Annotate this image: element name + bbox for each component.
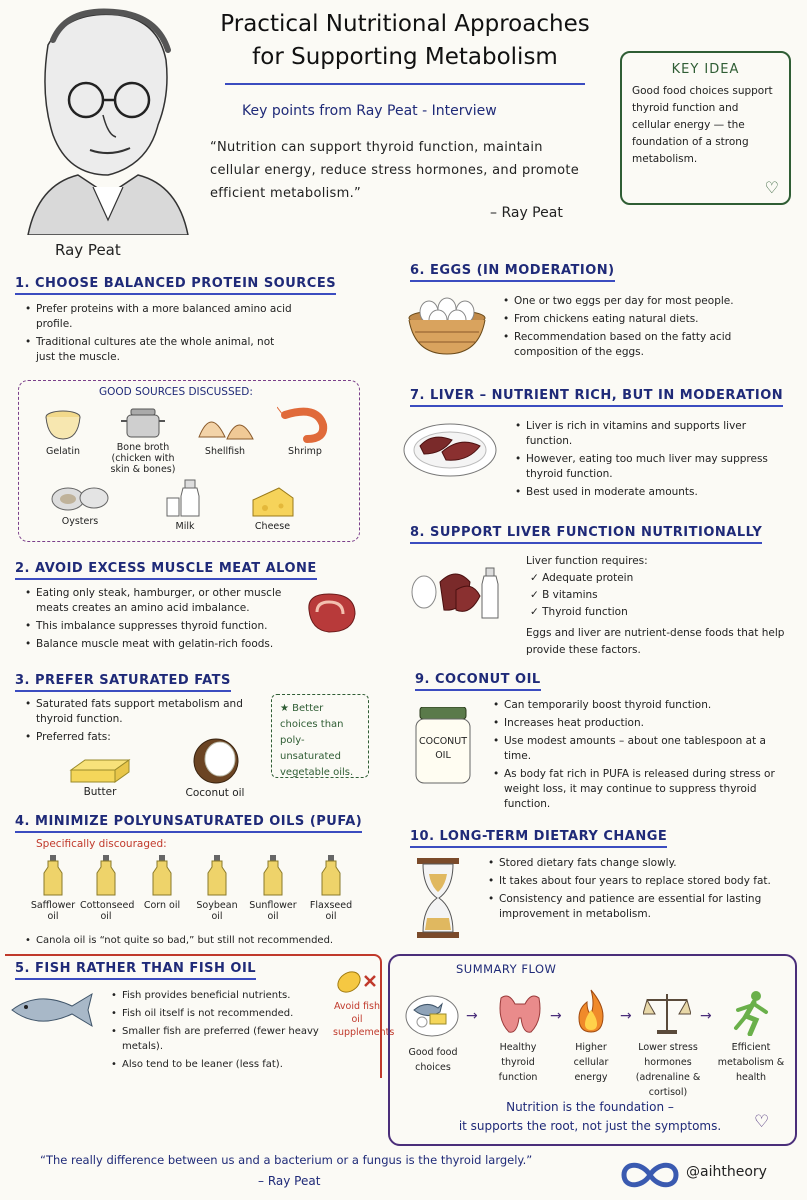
summary-conclusion xyxy=(420,1098,760,1136)
milk-item: Milk xyxy=(160,478,210,532)
section-2-title: 2. AVOID EXCESS MUSCLE MEAT ALONE xyxy=(15,561,317,576)
egg-basket-icon xyxy=(405,290,489,362)
bone-broth-item: Bone broth (chicken with skin & bones) xyxy=(108,405,178,475)
list-item: • Eating only steak, hamburger, or other muscle meats creates an amino acid imbalance. xyxy=(36,586,305,616)
butter-icon xyxy=(67,748,133,784)
list-item: • It takes about four years to replace stored body fat. xyxy=(499,874,780,889)
avoid-fish-oil-label: Avoid fish oil supplements xyxy=(333,1001,395,1038)
infinity-logo-icon xyxy=(618,1160,682,1194)
list-item: • Saturated fats support metabolism and thyroid function. xyxy=(36,697,262,727)
section-8-body xyxy=(526,553,786,659)
footer-quote-attribution: – Ray Peat xyxy=(258,1174,321,1188)
liver-requires-intro: Liver function requires: xyxy=(526,555,648,567)
oysters-item: Oysters xyxy=(45,483,115,527)
page-title xyxy=(190,8,620,74)
steak-icon xyxy=(303,590,359,640)
cheese-item: Cheese xyxy=(245,486,300,532)
section-5-bullets xyxy=(108,988,326,1075)
section-1-title: 1. CHOOSE BALANCED PROTEIN SOURCES xyxy=(15,276,336,291)
running-person-icon xyxy=(728,990,772,1040)
flame-icon xyxy=(573,988,609,1038)
key-idea-box xyxy=(620,51,791,205)
section-9-title: 9. COCONUT OIL xyxy=(415,672,541,687)
list-item: • Can temporarily boost thyroid function. xyxy=(504,698,790,713)
section-5-title: 5. FISH RATHER THAN FISH OIL xyxy=(15,961,256,976)
list-item: • From chickens eating natural diets. xyxy=(514,312,790,327)
list-item: • Preferred fats: xyxy=(36,730,262,745)
heart-icon: ♡ xyxy=(754,1112,770,1132)
milk-bottle-icon xyxy=(165,478,205,518)
check-item: ✓ B vitamins xyxy=(530,589,598,601)
oil-bottle-icon xyxy=(95,855,117,897)
flow-step-2-label: Healthy thyroid function xyxy=(498,1042,538,1083)
shrimp-icon xyxy=(277,405,333,443)
list-item: • Smaller fish are preferred (fewer heavy metals). xyxy=(122,1024,326,1054)
liver-requires-outro: Eggs and liver are nutrient-dense foods that help provide these factors. xyxy=(526,627,785,656)
list-item: • One or two eggs per day for most people. xyxy=(514,294,790,309)
fish-icon xyxy=(8,990,96,1034)
check-item: ✓ Thyroid function xyxy=(530,606,628,618)
oil-safflower: Safflower oil xyxy=(28,855,78,922)
better-choices-note xyxy=(271,694,369,778)
check-item: ✓ Adequate protein xyxy=(530,572,634,584)
section-10-bullets xyxy=(485,856,780,925)
section-3-title: 3. PREFER SATURATED FATS xyxy=(15,673,231,688)
list-item: • Fish oil itself is not recommended. xyxy=(122,1006,326,1021)
portrait-caption: Ray Peat xyxy=(55,241,121,259)
plate-food-icon xyxy=(404,990,460,1042)
section-7-bullets xyxy=(512,419,787,503)
header-quote: “Nutrition can support thyroid function, maintain cellular energy, reduce stress hormones, and promote efficient metabolism.” xyxy=(210,140,580,201)
oil-bottle-icon xyxy=(206,855,228,897)
flow-step-5-label: Efficient metabolism & health xyxy=(717,1042,785,1083)
section-2-bullets xyxy=(22,586,305,655)
oyster-icon xyxy=(50,483,110,513)
thyroid-icon xyxy=(495,990,545,1040)
oil-bottle-icon xyxy=(151,855,173,897)
list-item: • As body fat rich in PUFA is released during stress or weight loss, it may continue to suppress thyroid function. xyxy=(504,767,790,812)
list-item: • Recommendation based on the fatty acid composition of the eggs. xyxy=(514,330,790,360)
better-choices-text: Better choices than poly-unsaturated vegetable oils. xyxy=(280,703,354,778)
gelatin-bowl-icon xyxy=(43,405,83,443)
gelatin-item: Gelatin xyxy=(38,405,88,457)
star-icon: ★ xyxy=(280,703,293,714)
shellfish-icon xyxy=(195,407,257,443)
section-6-bullets xyxy=(500,294,790,363)
section-8-title: 8. SUPPORT LIVER FUNCTION NUTRITIONALLY xyxy=(410,525,762,540)
list-item: • Use modest amounts – about one tablespoon at a time. xyxy=(504,734,790,764)
page-title-line1: Practical Nutritional Approaches xyxy=(220,11,590,37)
flow-step-4-label: Lower stress hormones (adrenaline & cortisol) xyxy=(635,1042,701,1098)
oil-bottle-icon xyxy=(262,855,284,897)
flow-step-1-label: Good food choices xyxy=(408,1047,458,1073)
oil-soybean: Soybean oil xyxy=(192,855,242,922)
egg-liver-milk-icon xyxy=(410,560,505,626)
flow-step-3-label: Higher cellular energy xyxy=(573,1042,609,1083)
fish-oil-capsule-icon xyxy=(333,966,379,1004)
good-sources-title: GOOD SOURCES DISCUSSED: xyxy=(99,386,253,398)
butter-item: Butter xyxy=(65,748,135,798)
list-item: • Balance muscle meat with gelatin-rich foods. xyxy=(36,637,305,652)
pot-icon xyxy=(121,405,165,439)
list-item: • Prefer proteins with a more balanced amino acid profile. xyxy=(36,302,292,332)
scale-icon xyxy=(643,990,691,1040)
oil-corn: Corn oil xyxy=(140,855,184,911)
coconut-oil-jar-icon xyxy=(414,707,472,785)
shrimp-item: Shrimp xyxy=(275,405,335,457)
summary-conclusion-line1: Nutrition is the foundation – xyxy=(506,1100,674,1114)
page-subtitle: Key points from Ray Peat - Interview xyxy=(242,103,497,119)
liver-plate-icon xyxy=(402,418,498,482)
header-quote-attribution: – Ray Peat xyxy=(490,205,563,221)
oil-cottonseed: Cottonseed oil xyxy=(80,855,132,922)
list-item: • Traditional cultures ate the whole animal, not just the muscle. xyxy=(36,335,292,365)
jar-label: COCONUT OIL xyxy=(418,736,468,761)
key-idea-title: KEY IDEA xyxy=(671,62,740,77)
canola-note xyxy=(22,933,367,951)
flow-arrow-icon: → xyxy=(466,1008,478,1024)
cheese-icon xyxy=(251,486,295,518)
brand-handle: @aihtheory xyxy=(686,1164,767,1180)
list-item: • Consistency and patience are essential for lasting improvement in metabolism. xyxy=(499,892,780,922)
oil-sunflower: Sunflower oil xyxy=(246,855,300,922)
hourglass-icon xyxy=(415,858,461,942)
discouraged-label: Specifically discouraged: xyxy=(36,838,167,850)
flow-arrow-icon: → xyxy=(620,1008,632,1024)
list-item: • This imbalance suppresses thyroid function. xyxy=(36,619,305,634)
oil-bottle-icon xyxy=(320,855,342,897)
coconut-icon xyxy=(186,735,244,785)
section-9-bullets xyxy=(490,698,790,815)
list-item: • However, eating too much liver may suppress thyroid function. xyxy=(526,452,787,482)
section-10-title: 10. LONG-TERM DIETARY CHANGE xyxy=(410,829,667,844)
list-item: • Also tend to be leaner (less fat). xyxy=(122,1057,326,1072)
summary-conclusion-line2: it supports the root, not just the symptoms. xyxy=(458,1119,722,1133)
title-underline xyxy=(225,83,585,85)
list-item: • Stored dietary fats change slowly. xyxy=(499,856,780,871)
summary-flow-title: SUMMARY FLOW xyxy=(456,962,557,976)
footer-quote: “The really difference between us and a bacterium or a fungus is the thyroid largely.” xyxy=(40,1153,533,1167)
list-item: • Best used in moderate amounts. xyxy=(526,485,787,500)
section-7-title: 7. LIVER – NUTRIENT RICH, BUT IN MODERATION xyxy=(410,388,783,403)
list-item: • Canola oil is “not quite so bad,” but still not recommended. xyxy=(36,933,367,948)
heart-icon: ♡ xyxy=(764,178,779,197)
oil-flaxseed: Flaxseed oil xyxy=(306,855,356,922)
oil-bottle-icon xyxy=(42,855,64,897)
flow-arrow-icon: → xyxy=(550,1008,562,1024)
key-idea-text: Good food choices support thyroid function and cellular energy — the foundation of a strong metabolism. xyxy=(632,85,773,165)
section-1-bullets xyxy=(22,302,292,368)
list-item: • Increases heat production. xyxy=(504,716,790,731)
section-4-title: 4. MINIMIZE POLYUNSATURATED OILS (PUFA) xyxy=(15,814,362,829)
portrait xyxy=(8,5,193,235)
section-6-title: 6. EGGS (IN MODERATION) xyxy=(410,263,615,278)
flow-arrow-icon: → xyxy=(700,1008,712,1024)
shellfish-item: Shellfish xyxy=(195,407,255,457)
list-item: • Liver is rich in vitamins and supports liver function. xyxy=(526,419,787,449)
page-title-line2: for Supporting Metabolism xyxy=(252,44,558,70)
coconut-oil-item: Coconut oil xyxy=(175,735,255,799)
list-item: • Fish provides beneficial nutrients. xyxy=(122,988,326,1003)
